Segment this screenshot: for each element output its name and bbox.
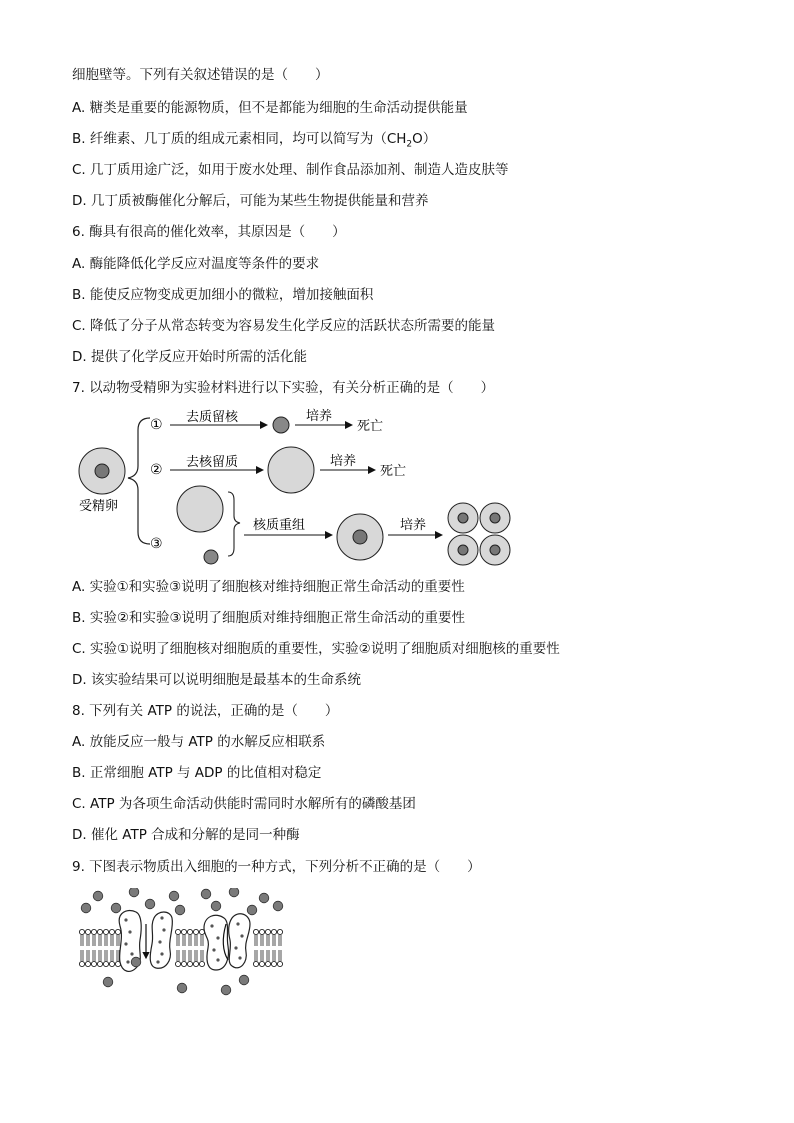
nucleus-only-icon: [273, 417, 289, 433]
q8-option-d: D. 催化 ATP 合成和分解的是同一种酶: [72, 827, 300, 843]
q8-option-c: C. ATP 为各项生命活动供能时需同时水解所有的磷酸基团: [72, 796, 416, 812]
q6-option-d: D. 提供了化学反应开始时所需的活化能: [72, 349, 307, 365]
exp2-result: 死亡: [380, 464, 407, 479]
exp2-operation: 去核留质: [186, 455, 239, 470]
q8-stem: 8. 下列有关 ATP 的说法，正确的是（ ）: [72, 703, 339, 719]
q5-option-b-text-end: O）: [412, 131, 437, 147]
q8-option-a: A. 放能反应一般与 ATP 的水解反应相联系: [72, 734, 326, 750]
q5-option-c: C. 几丁质用途广泛，如用于废水处理、制作食品添加剂、制造人造皮肤等: [72, 162, 509, 178]
q6-option-b: B. 能使反应物变成更加细小的微粒，增加接触面积: [72, 287, 374, 303]
enucleated-cytoplasm-icon: [177, 486, 223, 532]
exp1-culture: 培养: [306, 409, 333, 424]
q9-stem: 9. 下图表示物质出入细胞的一种方式，下列分析不正确的是（ ）: [72, 859, 481, 875]
phospholipid-bilayer: [79, 929, 282, 966]
dividing-cells-icon: [448, 503, 510, 565]
exp3-operation: 核质重组: [253, 518, 306, 533]
recombined-cell-icon: [337, 514, 383, 560]
q5-option-b: [72, 130, 436, 154]
left-brace: [128, 418, 150, 544]
q5-option-b-text: B. 纤维素、几丁质的组成元素相同，均可以简写为（CH: [72, 131, 407, 147]
q5-stem-tail: 细胞壁等。下列有关叙述错误的是（ ）: [72, 67, 329, 83]
q6-option-a: A. 酶能降低化学反应对温度等条件的要求: [72, 256, 320, 272]
exp1-operation: 去质留核: [186, 410, 239, 425]
q7-stem: 7. 以动物受精卵为实验材料进行以下实验，有关分析正确的是（ ）: [72, 380, 495, 396]
q5-option-b-subscript: 2: [406, 139, 413, 150]
membrane-transport-diagram: [76, 888, 286, 1000]
q7-option-d: D. 该实验结果可以说明细胞是最基本的生命系统: [72, 672, 361, 688]
q6-option-c: C. 降低了分子从常态转变为容易发生化学反应的活跃状态所需要的能量: [72, 318, 496, 334]
q6-stem: 6. 酶具有很高的催化效率，其原因是（ ）: [72, 224, 346, 240]
exp2-culture: 培养: [330, 454, 357, 469]
solute-molecules: [81, 888, 283, 995]
q8-option-b: B. 正常细胞 ATP 与 ADP 的比值相对稳定: [72, 765, 322, 781]
exp3-culture: 培养: [400, 518, 427, 533]
egg-label: 受精卵: [79, 499, 119, 514]
exp1-number: ①: [150, 417, 163, 433]
carrier-protein-right-icon: [204, 914, 250, 970]
isolated-nucleus-icon: [204, 550, 218, 564]
q7-option-b: B. 实验②和实验③说明了细胞质对维持细胞正常生命活动的重要性: [72, 610, 466, 626]
q5-option-a: A. 糖类是重要的能源物质，但不是都能为细胞的生命活动提供能量: [72, 100, 468, 116]
exp2-number: ②: [150, 462, 163, 478]
q5-option-d: D. 几丁质被酶催化分解后，可能为某些生物提供能量和营养: [72, 193, 429, 209]
q7-option-a: A. 实验①和实验③说明了细胞核对维持细胞正常生命活动的重要性: [72, 579, 465, 595]
fertilized-egg-icon: [79, 448, 125, 494]
cytoplasm-only-icon: [268, 447, 314, 493]
q7-experiment-diagram: [70, 404, 520, 570]
exp1-result: 死亡: [357, 419, 384, 434]
right-brace: [228, 492, 240, 556]
exp3-number: ③: [150, 536, 163, 552]
q7-option-c: C. 实验①说明了细胞核对细胞质的重要性，实验②说明了细胞质对细胞核的重要性: [72, 641, 560, 657]
